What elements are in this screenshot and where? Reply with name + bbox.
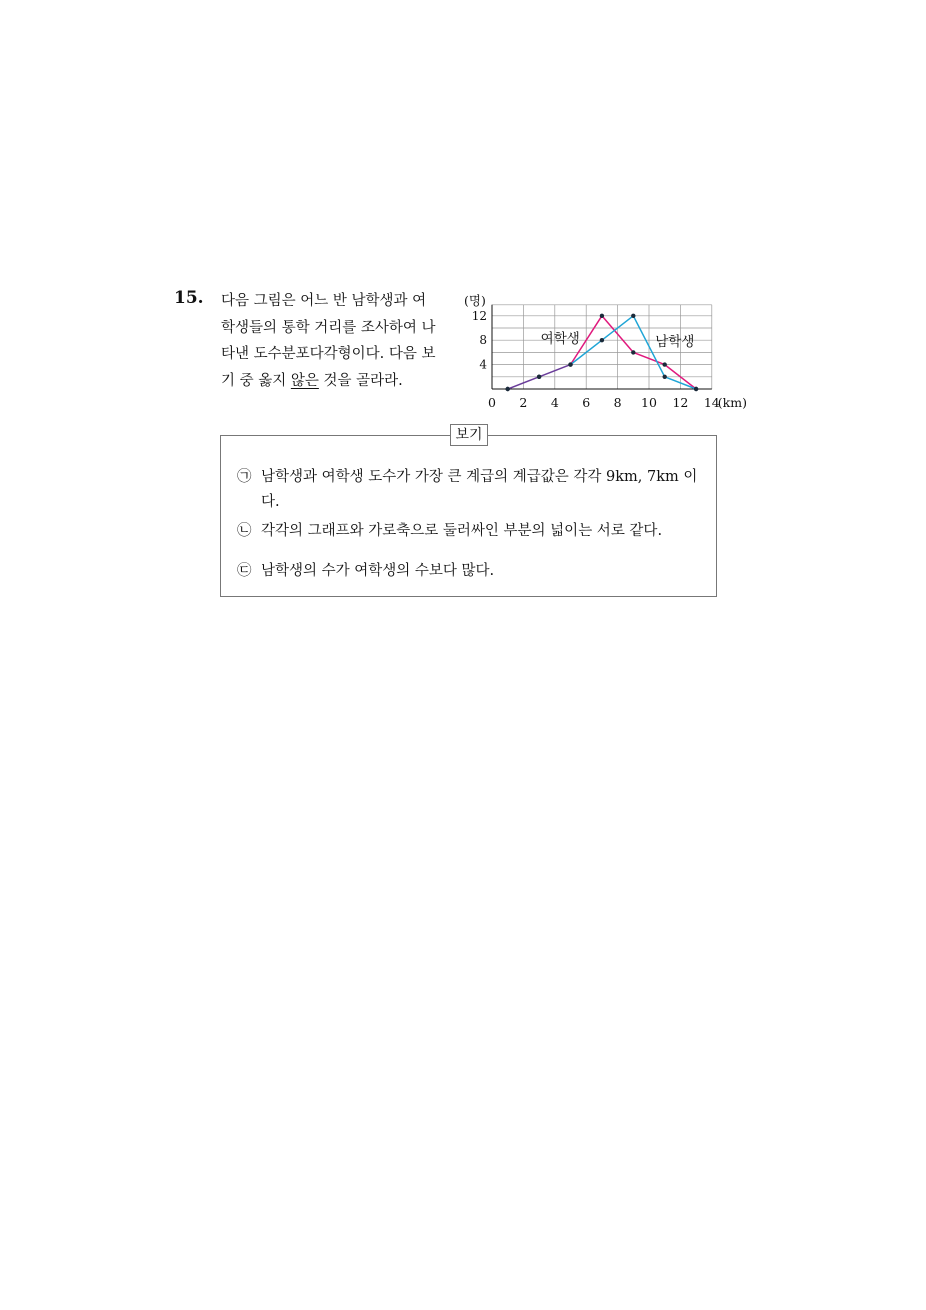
data-point-boys [663, 375, 667, 379]
question-text [221, 288, 449, 394]
bogi-item-2 [237, 519, 701, 544]
series-label-boys: 남학생 [655, 333, 695, 350]
y-tick-label: 12 [471, 308, 487, 323]
frequency-polygon-chart [456, 290, 756, 415]
x-tick-label: 2 [519, 395, 528, 410]
y-tick-label: 4 [479, 357, 487, 372]
bogi-item-1-mark: ㉠ [237, 469, 252, 485]
y-tick-label: 8 [479, 333, 487, 348]
data-point-boys [537, 375, 541, 379]
data-point-boys [600, 338, 604, 342]
bogi-item-3-mark: ㉢ [237, 563, 252, 579]
question-line-3: 타낸 도수분포다각형이다. 다음 보 [221, 346, 436, 362]
data-point-boys [506, 387, 510, 391]
bogi-item-1-text: 남학생과 여학생 도수가 가장 큰 계급의 계급값은 각각 9km, 7km 이다. [261, 469, 698, 510]
data-point-girls [663, 362, 667, 366]
data-point-boys [568, 362, 572, 366]
x-tick-label: 14 [703, 395, 720, 410]
x-tick-label: 0 [488, 395, 496, 410]
data-point-girls [600, 314, 604, 318]
bogi-item-2-mark: ㉡ [237, 523, 252, 539]
data-point-boys [631, 314, 635, 318]
x-tick-label: 4 [550, 395, 559, 410]
x-tick-label: 8 [613, 395, 622, 410]
x-tick-label: 10 [641, 395, 657, 410]
data-point-boys [694, 387, 698, 391]
question-line-2: 학생들의 통학 거리를 조사하여 나 [221, 319, 436, 336]
data-point-girls [631, 350, 635, 354]
question-line-1: 다음 그림은 어느 반 남학생과 여 [221, 293, 427, 309]
y-axis-label: (명) [464, 293, 486, 308]
x-axis-label: (km) [717, 395, 747, 410]
bogi-title: 보기 [450, 424, 488, 446]
bogi-item-3-text: 남학생의 수가 여학생의 수보다 많다. [261, 563, 495, 579]
question-line-4-start: 기 중 옳지 [221, 372, 291, 389]
bogi-item-2-text: 각각의 그래프와 가로축으로 둘러싸인 부분의 넓이는 서로 같다. [261, 523, 663, 539]
question-number: 15. [174, 288, 204, 308]
bogi-item-1 [237, 465, 701, 515]
underlined-word: 않은 [290, 372, 319, 389]
question-line-4 [221, 368, 449, 395]
x-tick-label: 12 [672, 395, 689, 410]
bogi-item-3 [237, 559, 701, 584]
x-tick-label: 6 [582, 395, 591, 410]
series-label-girls: 여학생 [540, 330, 580, 347]
question-line-4-tail: 것을 골라라. [318, 372, 403, 389]
